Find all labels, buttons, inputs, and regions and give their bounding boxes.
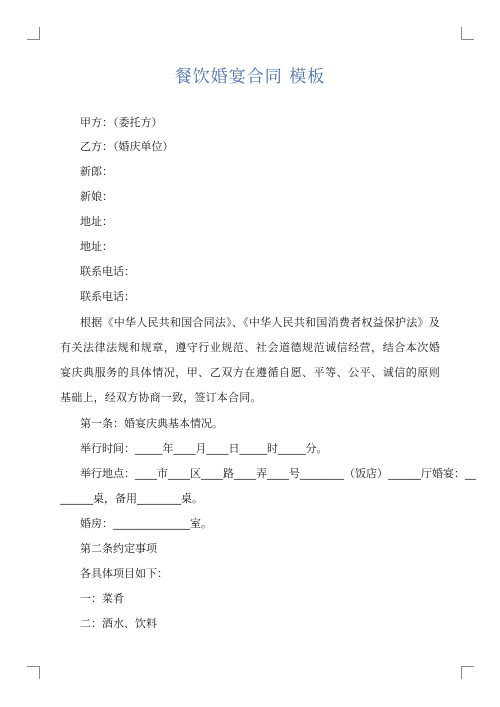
crop-mark-top-right: [461, 27, 474, 40]
phone-line-2: 联系电话：: [80, 290, 135, 303]
phone-line-1: 联系电话：: [80, 265, 135, 278]
bride-line: 新娘：: [80, 190, 113, 203]
item-drinks-line: 二：酒水、饮料: [80, 617, 157, 630]
party-a-line: 甲方：（委托方）: [80, 116, 163, 129]
item-dishes-line: 一：菜肴: [80, 592, 124, 605]
crop-mark-top-left: [27, 27, 40, 40]
document-title: 餐饮婚宴合同 模板: [174, 67, 326, 87]
bridal-room-line: 婚房：______________室。: [80, 517, 212, 530]
address-line-2: 地址：: [80, 240, 113, 253]
crop-mark-bottom-right: [461, 666, 474, 679]
crop-mark-bottom-left: [27, 666, 40, 679]
ceremony-venue-line: 举行地点：____市____区____路____弄____号________（饭店）______厅婚宴：__: [80, 467, 476, 480]
party-b-line: 乙方：（婚庆单位）: [80, 140, 174, 153]
ceremony-time-line: 举行时间：_____年____月____日_____时_____分。: [80, 442, 328, 455]
ceremony-venue-line-continued: ______桌，备用________桌。: [60, 492, 203, 505]
article-2-heading: 第二条约定事项: [80, 542, 157, 555]
preamble-paragraph: 根据《中华人民共和国合同法》、《中华人民共和国消费者权益保护法》及有关法律法规和规章，遵守行业规范、社会道德规范诚信经营，结合本次婚宴庆典服务的具体情况，甲、乙双方在遵循自愿、平等、公平、诚信的原则基础上，经双方协商一致，签订本合同。: [60, 316, 440, 404]
article-1-heading: 第一条：婚宴庆典基本情况。: [80, 417, 223, 430]
address-line-1: 地址：: [80, 215, 113, 228]
groom-line: 新郎：: [80, 165, 113, 178]
items-intro-line: 各具体项目如下：: [80, 567, 168, 580]
